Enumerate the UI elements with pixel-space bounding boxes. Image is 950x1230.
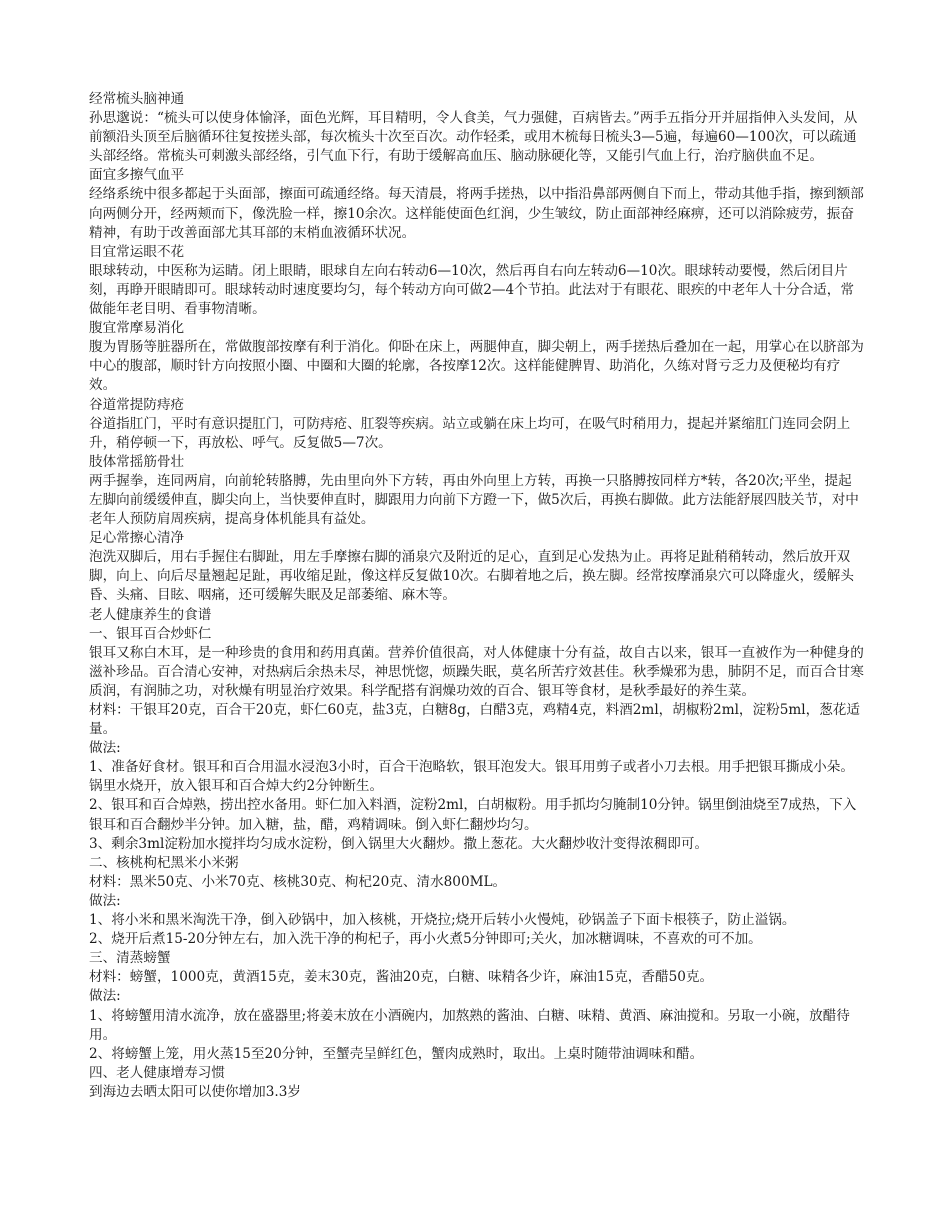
ingredients: 材料：干银耳20克，百合干20克，虾仁60克，盐3克，白糖8g，白醋3克，鸡精4克，料酒2ml，胡椒粉2ml，淀粉5ml，葱花适量。 — [89, 702, 860, 738]
method-step: 2、烧开后煮15-20分钟左右，加入洗干净的枸杞子，再小火煮5分钟即可;关火，加冰糖调味，不喜欢的可不加。 — [89, 931, 762, 948]
method-step: 2、将螃蟹上笼，用火蒸15至20分钟，至蟹壳呈鲜红色，蟹肉成熟时，取出。上桌时随带油调味和醋。 — [89, 1045, 704, 1062]
section-heading: 足心常擦心清净 — [89, 530, 185, 547]
paragraph: 到海边去晒太阳可以使你增加3.3岁 — [89, 1083, 301, 1100]
section-heading: 老人健康养生的食谱 — [89, 606, 212, 623]
paragraph: 眼球转动，中医称为运睛。闭上眼睛，眼球自左向右转动6—10次，然后再自右向左转动6—10次。眼球转动要慢，然后闭目片刻，再睁开眼睛即可。眼球转动时速度要均匀，每个转动方向可做2—4个节拍。此法对于有眼花、眼疾的中老年人十分合适，常做能年老目明、看事物清晰。 — [89, 262, 854, 318]
section-heading: 肢体常摇筋骨壮 — [89, 453, 185, 470]
ingredients: 材料：螃蟹，1000克，黄酒15克，姜末30克，酱油20克，白糖、味精各少许，麻油15克，香醋50克。 — [89, 969, 714, 986]
method-step: 3、剩余3ml淀粉加水搅拌均匀成水淀粉，倒入锅里大火翻炒。撒上葱花。大火翻炒收汁变得浓稠即可。 — [89, 835, 709, 852]
method-label: 做法: — [89, 740, 121, 757]
recipe-heading: 二、核桃枸杞黑米小米粥 — [89, 854, 239, 871]
section-heading: 面宜多擦气血平 — [89, 167, 185, 184]
method-label: 做法: — [89, 988, 121, 1005]
section-heading: 经常梳头脑神通 — [89, 91, 185, 107]
recipe-heading: 一、银耳百合炒虾仁 — [89, 625, 212, 642]
method-step: 2、银耳和百合焯熟，捞出控水备用。虾仁加入料酒，淀粉2ml，白胡椒粉。用手抓均匀腌制10分钟。锅里倒油烧至7成热，下入银耳和百合翻炒半分钟。加入糖，盐，醋，鸡精调味。倒入虾仁翻炒均匀。 — [89, 797, 857, 833]
section-heading: 四、老人健康增寿习惯 — [89, 1064, 225, 1081]
paragraph: 泡洗双脚后，用右手握住右脚趾，用左手摩擦右脚的涌泉穴及附近的足心，直到足心发热为止。再将足趾稍稍转动，然后放开双脚，向上、向后尽量翘起足趾，再收缩足趾，像这样反复做10次。右脚着地之后，换左脚。经常按摩涌泉穴可以降虚火，缓解头昏、头痛、目眩、咽痛，还可缓解失眠及足部萎缩、麻木等。 — [89, 549, 854, 604]
ingredients: 材料：黑米50克、小米70克、核桃30克、枸杞20克、清水800ML。 — [89, 873, 507, 890]
method-step: 1、将螃蟹用清水流净，放在盛器里;将姜末放在小酒碗内，加熬熟的酱油、白糖、味精、黄酒、麻油搅和。另取一小碗，放醋待用。 — [89, 1007, 850, 1043]
recipe-heading: 三、清蒸螃蟹 — [89, 950, 171, 967]
paragraph: 经络系统中很多都起于头面部，擦面可疏通经络。每天清晨，将两手搓热，以中指沿鼻部两侧自下而上，带动其他手指，擦到额部向两侧分开，经两颊而下，像洗脸一样，擦10余次。这样能使面色红润，少生皱纹，防止面部神经麻痹，还可以消除疲劳，振奋精神，有助于改善面部尤其耳部的末梢血液循环状况。 — [89, 186, 864, 241]
section-heading: 目宜常运眼不花 — [89, 243, 185, 260]
section-heading: 谷道常提防痔疮 — [89, 396, 185, 413]
paragraph: 银耳又称白木耳，是一种珍贵的食用和药用真菌。营养价值很高，对人体健康十分有益，故自古以来，银耳一直被作为一种健身的滋补珍品。百合清心安神，对热病后余热未尽，神思恍惚，烦躁失眠，莫名所苦疗效甚佳。秋季燥邪为患，肺阴不足，而百合甘寒质润，有润肺之功，对秋燥有明显治疗效果。科学配搭有润燥功效的百合、银耳等食材，是秋季最好的养生菜。 — [89, 644, 864, 699]
paragraph: 孙思邈说：“梳头可以使身体愉泽，面色光辉，耳目精明，令人食美，气力强健，百病皆去。”两手五指分开并屈指伸入头发间，从前额沿头顶至后脑循环往复按搓头部，每次梳头十次至百次。动作轻柔，或用木梳每日梳头3—5遍，每遍60—100次，可以疏通头部经络。常梳头可刺激头部经络，引气血下行，有助于缓解高血压、脑动脉硬化等，又能引气血上行，治疗脑供血不足。 — [89, 110, 858, 165]
method-label: 做法: — [89, 892, 121, 909]
section-heading: 腹宜常摩易消化 — [89, 320, 185, 337]
method-step: 1、准备好食材。银耳和百合用温水浸泡3小时，百合干泡略软，银耳泡发大。银耳用剪子或者小刀去根。用手把银耳撕成小朵。锅里水烧开，放入银耳和百合焯大约2分钟断生。 — [89, 759, 854, 795]
method-step: 1、将小米和黑米淘洗干净，倒入砂锅中，加入核桃，开烧拉;烧开后转小火慢炖，砂锅盖子下面卡根筷子，防止溢锅。 — [89, 912, 796, 929]
paragraph: 两手握拳，连同两肩，向前轮转胳膊，先由里向外下方转，再由外向里上方转，再换一只胳膊按同样方*转，各20次;平坐，提起左脚向前缓缓伸直，脚尖向上，当快要伸直时，脚跟用力向前下方蹬一下，做5次后，再换右脚做。此方法能舒展四肢关节，对中老年人预防肩周疾病，提高身体机能具有益处。 — [89, 472, 859, 528]
paragraph: 谷道指肛门，平时有意识提肛门，可防痔疮、肛裂等疾病。站立或躺在床上均可，在吸气时稍用力，提起并紧缩肛门连同会阴上升，稍停顿一下，再放松、呼气。反复做5—7次。 — [89, 415, 851, 451]
document-body — [89, 90, 864, 1102]
paragraph: 腹为胃肠等脏器所在，常做腹部按摩有利于消化。仰卧在床上，两腿伸直，脚尖朝上，两手搓热后叠加在一起，用掌心在以脐部为中心的腹部，顺时针方向按照小圈、中圈和大圈的轮廓，各按摩12次。这样能健脾胃、助消化，久练对肾亏乏力及便秘均有疗效。 — [89, 339, 864, 394]
